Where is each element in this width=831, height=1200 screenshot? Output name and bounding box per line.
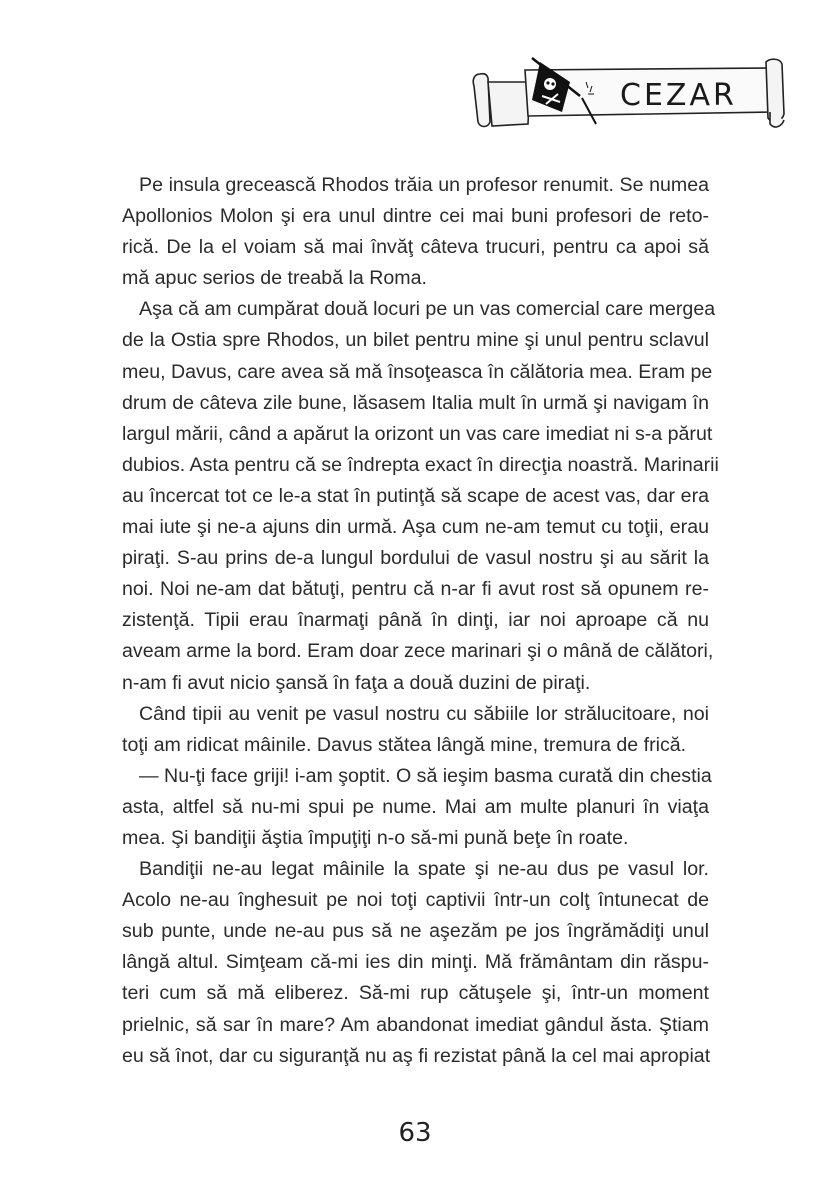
text-line: prielnic, să sar în mare? Am abandonat imediat gândul ăsta. Ştiam: [122, 1013, 709, 1036]
text-line: n-am fi avut nicio şansă în faţa a două duzini de piraţi.: [122, 671, 591, 694]
text-line: Apollonios Molon şi era unul dintre cei mai buni profesori de reto-: [122, 205, 709, 228]
text-line: au încercat tot ce le-a stat în putinţă să scape de acest vas, dar era: [122, 484, 709, 507]
chapter-title: CEZAR: [620, 78, 737, 113]
text-line: — Nu-ţi face griji! i-am şoptit. O să ieşim basma curată din chestia: [139, 764, 712, 787]
text-line: toţi am ridicat mâinile. Davus stătea lângă mine, tremura de frică.: [122, 733, 687, 756]
text-line: sub punte, unde ne-au pus să ne aşezăm pe jos îngrămădiţi unul: [122, 920, 709, 943]
text-line: mă apuc serios de treabă la Roma.: [122, 267, 427, 290]
text-line: Acolo ne-au înghesuit pe noi toţi captivii într-un colţ întunecat de: [122, 889, 709, 912]
text-line: teri cum să mă eliberez. Să-mi rup cătuşele şi, într-un moment: [122, 982, 709, 1005]
text-line: piraţi. S-au prins de-a lungul bordului de vasul nostru şi au sărit la: [122, 547, 709, 570]
text-line: Când tipii au venit pe vasul nostru cu săbiile lor strălucitoare, noi: [139, 702, 709, 725]
text-line: meu, Davus, care avea să mă însoţeasca în călătoria mea. Eram pe: [122, 360, 713, 383]
text-line: aveam arme la bord. Eram doar zece marinari şi o mână de călători,: [122, 640, 714, 663]
text-line: drum de câteva zile bune, lăsasem Italia mult în urmă şi navigam în: [122, 391, 709, 414]
text-line: mai iute şi ne-a ajuns din urmă. Aşa cum ne-am temut cu toţii, erau: [122, 516, 709, 539]
text-line: noi. Noi ne-am dat bătuţi, pentru că n-ar fi avut rost să opunem re-: [122, 578, 709, 601]
text-line: Pe insula grecească Rhodos trăia un profesor renumit. Se numea: [139, 174, 709, 196]
text-line: largul mării, când a apărut la orizont un vas care imediat ni s-a părut: [122, 422, 713, 445]
text-line: zistenţă. Tipii erau înarmaţi până în dinţi, iar noi aproape că nu: [122, 609, 709, 632]
scroll-right-roll: [766, 59, 784, 127]
scroll-left-roll: [473, 74, 530, 127]
page-number: 63: [398, 1118, 432, 1148]
text-line: Bandiţii ne-au legat mâinile la spate şi ne-au dus pe vasul lor.: [139, 858, 709, 881]
text-line: de la Ostia spre Rhodos, un bilet pentru mine şi unul pentru sclavul: [122, 329, 709, 352]
text-line: lângă altul. Simţeam că-mi ies din minţi. Mă frământam din răspu-: [122, 951, 709, 974]
text-line: Aşa că am cumpărat două locuri pe un vas comercial care mergea: [139, 298, 716, 321]
page-body-text: [122, 170, 719, 1072]
text-line: eu să înot, dar cu siguranţă nu aş fi rezistat până la cel mai apropiat: [122, 1044, 711, 1067]
text-line: rică. De la el voiam să mai învăţ câteva trucuri, pentru ca apoi să: [122, 236, 709, 259]
text-line: asta, altfel să nu-mi spui pe nume. Mai am multe planuri în viaţa: [122, 795, 709, 818]
text-line: dubios. Asta pentru că se îndrepta exact în direcţia noastră. Marinarii: [122, 453, 719, 476]
text-line: mea. Şi bandiţii ăştia împuţiţi n-o să-mi pună beţe în roate.: [122, 826, 629, 849]
